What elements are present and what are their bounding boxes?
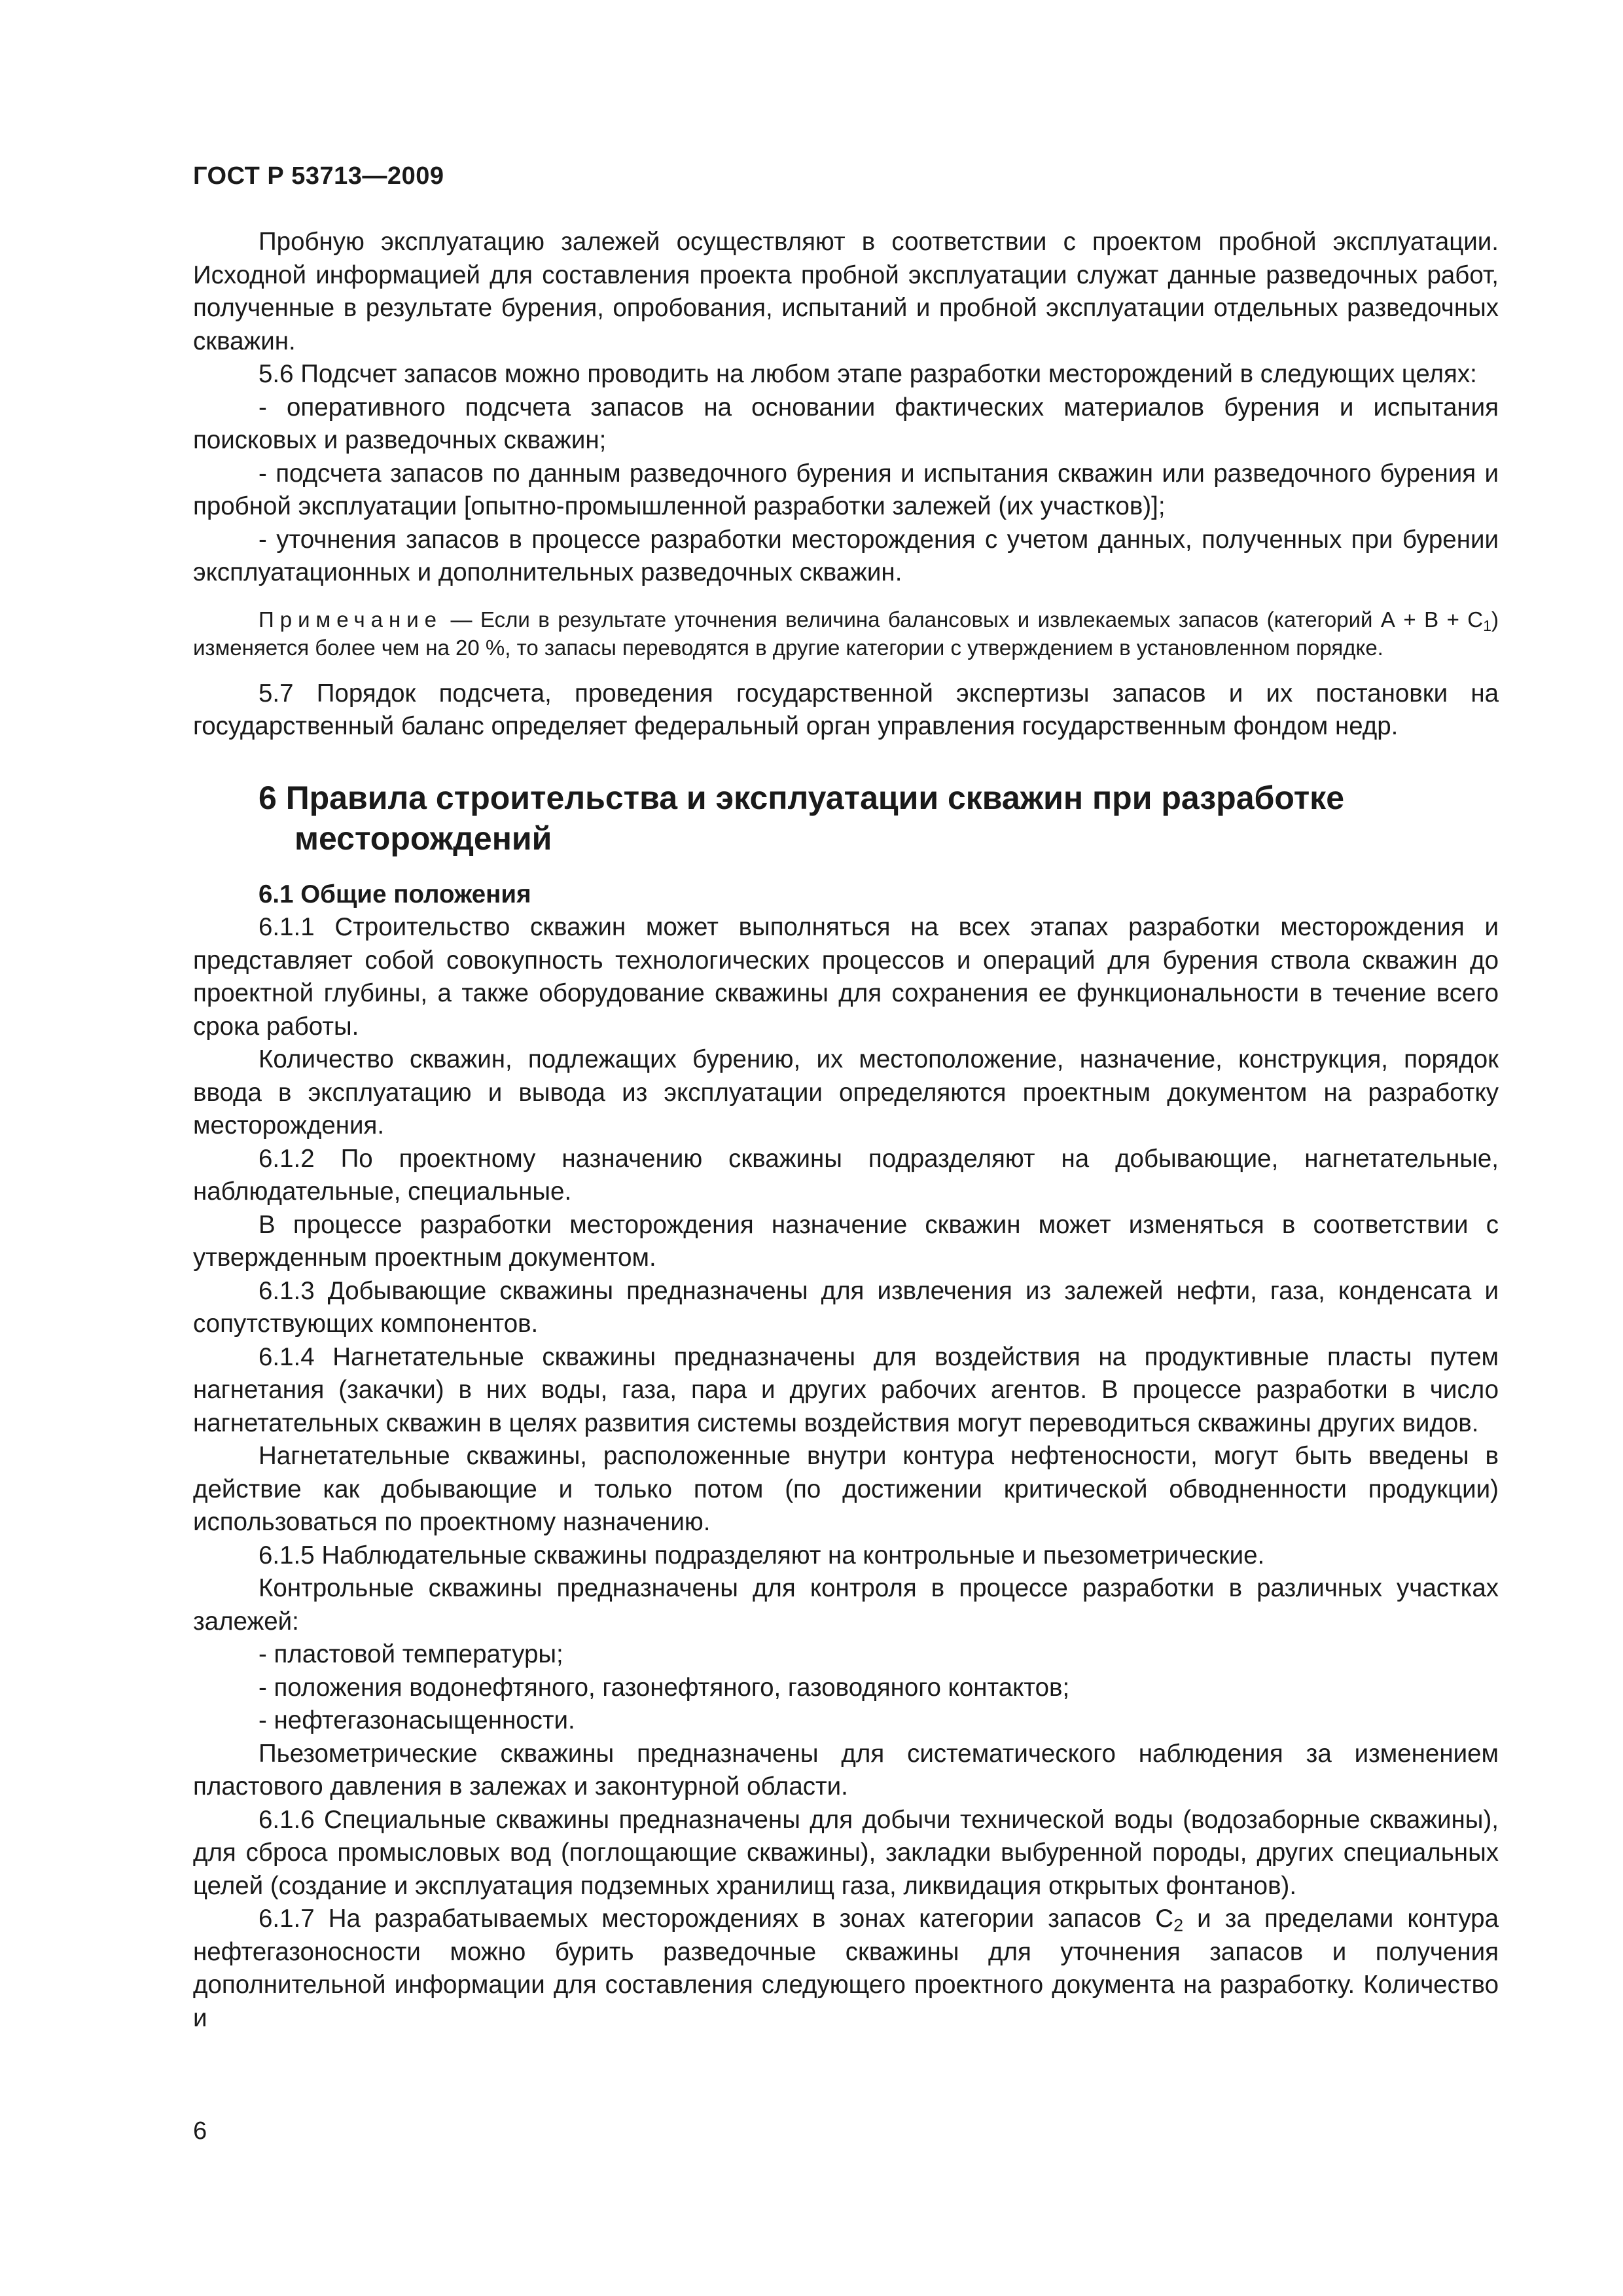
paragraph-text: 6.1.7 На разрабатываемых месторождениях в зонах категории запасов С xyxy=(259,1905,1174,1933)
note-label: Примечание xyxy=(259,607,443,632)
note-text-end: ) изменяется более чем на 20 %, то запасы переводятся в другие категории с утверждением в установленном порядке. xyxy=(193,607,1499,660)
paragraph: Контрольные скважины предназначены для контроля в процессе разработки в различных участках залежей: xyxy=(193,1574,1499,1636)
paragraph: Количество скважин, подлежащих бурению, их местоположение, назначение, конструкция, порядок ввода в эксплуатацию и вывода из эксплуатации определяются проектным документом на разработку месторождения. xyxy=(193,1045,1499,1139)
paragraph-text-end: и за пределами контура нефтегазоносности можно бурить разведочные скважины для уточнения запасов и получения дополнительной информации для составления следующего проектного документа на разработку. Количество и xyxy=(193,1905,1499,2032)
paragraph: 6.1.5 Наблюдательные скважины подразделяют на контрольные и пьезометрические. xyxy=(259,1541,1265,1570)
section-heading: 6 Правила строительства и эксплуатации скважин при разработке месторождений xyxy=(259,779,1345,857)
note-subscript: 1 xyxy=(1483,617,1491,634)
list-item: - уточнения запасов в процессе разработки месторождения с учетом данных, полученных при бурении эксплуатационных и дополнительных разведочных скважин. xyxy=(193,525,1499,586)
document-body xyxy=(193,226,1499,2035)
paragraph: 5.6 Подсчет запасов можно проводить на любом этапе разработки месторождений в следующих целях: xyxy=(259,360,1477,388)
list-item: - пластовой температуры; xyxy=(259,1640,563,1668)
list-item: - оперативного подсчета запасов на основании фактических материалов бурения и испытания поисковых и разведочных скважин; xyxy=(193,393,1499,454)
list-item: - подсчета запасов по данным разведочного бурения и испытания скважин или разведочного бурения и пробной эксплуатации [опытно-промышленной разработки залежей (их участков)]; xyxy=(193,459,1499,520)
list-item: - положения водонефтяного, газонефтяного, газоводяного контактов; xyxy=(259,1673,1070,1702)
paragraph: Пьезометрические скважины предназначены для систематического наблюдения за изменением пластового давления в залежах и законтурной области. xyxy=(193,1739,1499,1801)
paragraph: 6.1.4 Нагнетательные скважины предназначены для воздействия на продуктивные пласты путем нагнетания (закачки) в них воды, газа, пара и других рабочих агентов. В процессе разработки в число нагнетательных скважин в целях развития системы воздействия могут переводиться скважины других видов. xyxy=(193,1342,1499,1437)
document-header: ГОСТ Р 53713—2009 xyxy=(193,162,444,190)
note-text: Если в результате уточнения величина балансовых и извлекаемых запасов (категорий А + В + С xyxy=(480,607,1484,632)
paragraph: В процессе разработки месторождения назначение скважин может изменяться в соответствии с утвержденным проектным документом. xyxy=(193,1210,1499,1272)
paragraph: 6.1.3 Добывающие скважины предназначены для извлечения из залежей нефти, газа, конденсата и сопутствующих компонентов. xyxy=(193,1276,1499,1338)
paragraph: Пробную эксплуатацию залежей осуществляют в соответствии с проектом пробной эксплуатации. Исходной информацией для составления проекта пробной эксплуатации служат данные разведочных работ, полученные в результате бурения, опробования, испытаний и пробной эксплуатации отдельных разведочных скважин. xyxy=(193,228,1499,355)
paragraph: 5.7 Порядок подсчета, проведения государственной экспертизы запасов и их постановки на государственный баланс определяет федеральный орган управления государственным фондом недр. xyxy=(193,679,1499,740)
paragraph: 6.1.1 Строительство скважин может выполняться на всех этапах разработки месторождения и представляет собой совокупность технологических процессов и операций для бурения ствола скважин до проектной глубины, а также оборудование скважины для сохранения ее функциональности в течение всего срока работы. xyxy=(193,913,1499,1041)
subsection-heading: 6.1 Общие положения xyxy=(259,880,531,908)
paragraph: 6.1.6 Специальные скважины предназначены для добычи технической воды (водозаборные скважины), для сброса промысловых вод (поглощающие скважины), закладки выбуренной породы, других специальных целей (создание и эксплуатация подземных хранилищ газа, ликвидация открытых фонтанов). xyxy=(193,1805,1499,1900)
note-dash: — xyxy=(442,607,480,632)
list-item: - нефтегазонасыщенности. xyxy=(259,1706,575,1734)
paragraph: Нагнетательные скважины, расположенные внутри контура нефтеносности, могут быть введены в действие как добывающие и только потом (по достижении критической обводненности продукции) использоваться по проектному назначению. xyxy=(193,1442,1499,1536)
page-number: 6 xyxy=(193,2117,207,2145)
category-subscript: 2 xyxy=(1173,1915,1184,1935)
paragraph: 6.1.2 По проектному назначению скважины подразделяют на добывающие, нагнетательные, наблюдательные, специальные. xyxy=(193,1144,1499,1206)
note xyxy=(193,605,1499,662)
paragraph xyxy=(193,1903,1499,2035)
